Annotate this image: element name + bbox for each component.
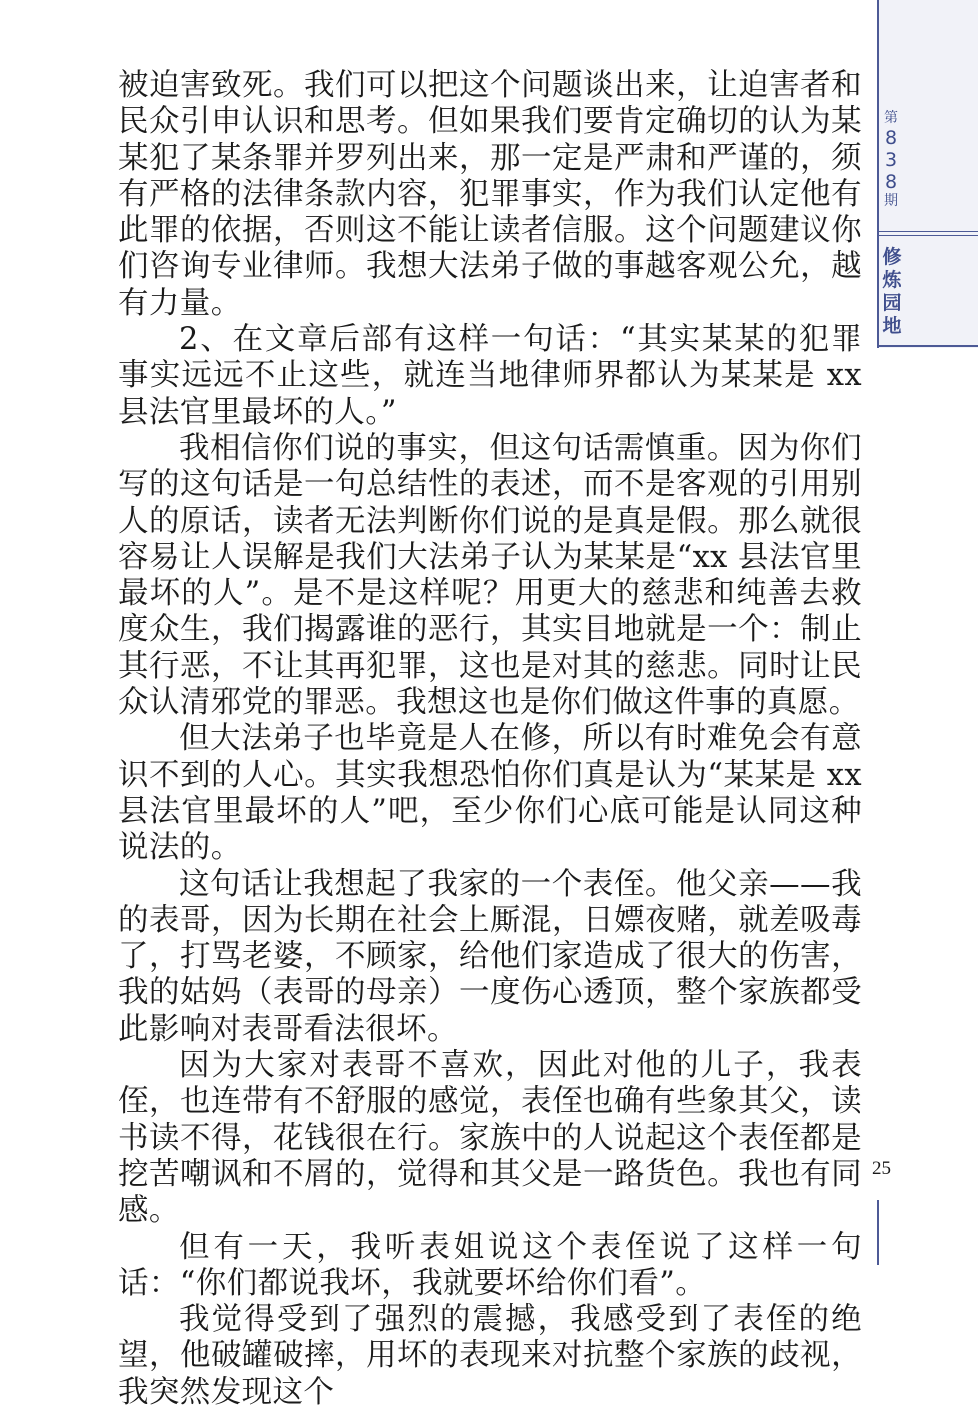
sidebar-bottom-rule	[877, 345, 978, 347]
sidebar-vertical-rule-bottom	[877, 1200, 879, 1265]
issue-prefix: 第	[884, 110, 898, 126]
article-body	[118, 68, 862, 1411]
paragraph: 我相信你们说的事实，但这句话需慎重。因为你们写的这句话是一句总结性的表述，而不是客观的引用别人的原话，读者无法判断你们说的是真是假。那么就很容易让人误解是我们大法弟子认为某某是“xx 县法官里最坏的人”。是不是这样呢？用更大的慈悲和纯善去救度众生，我们揭露谁的恶行，其实目地就是一个：制止其行恶，不让其再犯罪，这也是对其的慈悲。同时让民众认清邪党的罪恶。我想这也是你们做这件事的真愿。	[118, 430, 862, 721]
paragraph: 但大法弟子也毕竟是人在修，所以有时难免会有意识不到的人心。其实我想恐怕你们真是认为“某某是 xx 县法官里最坏的人”吧，至少你们心底可能是认同这种说法的。	[118, 721, 862, 866]
issue-digit: 8	[884, 171, 898, 193]
paragraph: 因为大家对表哥不喜欢，因此对他的儿子，我表侄，也连带有不舒服的感觉，表侄也确有些象其父，读书读不得，花钱很在行。家族中的人说起这个表侄都是挖苦嘲讽和不屑的，觉得和其父是一路货色。我也有同感。	[118, 1048, 862, 1229]
issue-label	[880, 110, 902, 210]
sidebar-divider-double	[877, 235, 978, 236]
sidebar-vertical-rule	[877, 0, 879, 348]
paragraph: 我觉得受到了强烈的震撼，我感受到了表侄的绝望，他破罐破摔，用坏的表现来对抗整个家族的歧视，我突然发现这个	[118, 1302, 862, 1410]
issue-digit: 8	[884, 127, 898, 149]
page-number: 25	[872, 1158, 891, 1179]
paragraph: 2、在文章后部有这样一句话：“其实某某的犯罪事实远远不止这些，就连当地律师界都认为某某是 xx 县法官里最坏的人。”	[118, 322, 862, 430]
column-title-char: 园	[882, 292, 902, 314]
column-title-char: 炼	[882, 269, 902, 291]
column-title-char: 地	[882, 315, 902, 337]
paragraph: 但有一天，我听表姐说这个表侄说了这样一句话：“你们都说我坏，我就要坏给你们看”。	[118, 1229, 862, 1301]
issue-suffix: 期	[884, 193, 898, 209]
paragraph: 被迫害致死。我们可以把这个问题谈出来，让迫害者和民众引申认识和思考。但如果我们要肯定确切的认为某某犯了某条罪并罗列出来，那一定是严肃和严谨的，须有严格的法律条款内容，犯罪事实，作为我们认定他有此罪的依据，否则这不能让读者信服。这个问题建议你们咨询专业律师。我想大法弟子做的事越客观公允，越有力量。	[118, 68, 862, 321]
column-title-char: 修	[882, 246, 902, 268]
issue-digit: 3	[884, 149, 898, 171]
paragraph: 这句话让我想起了我家的一个表侄。他父亲——我的表哥，因为长期在社会上厮混，日嫖夜赌，就差吸毒了，打骂老婆，不顾家，给他们家造成了很大的伤害，我的姑妈（表哥的母亲）一度伤心透顶，整个家族都受此影响对表哥看法很坏。	[118, 866, 862, 1047]
column-title	[880, 246, 904, 338]
sidebar-divider	[877, 231, 978, 232]
